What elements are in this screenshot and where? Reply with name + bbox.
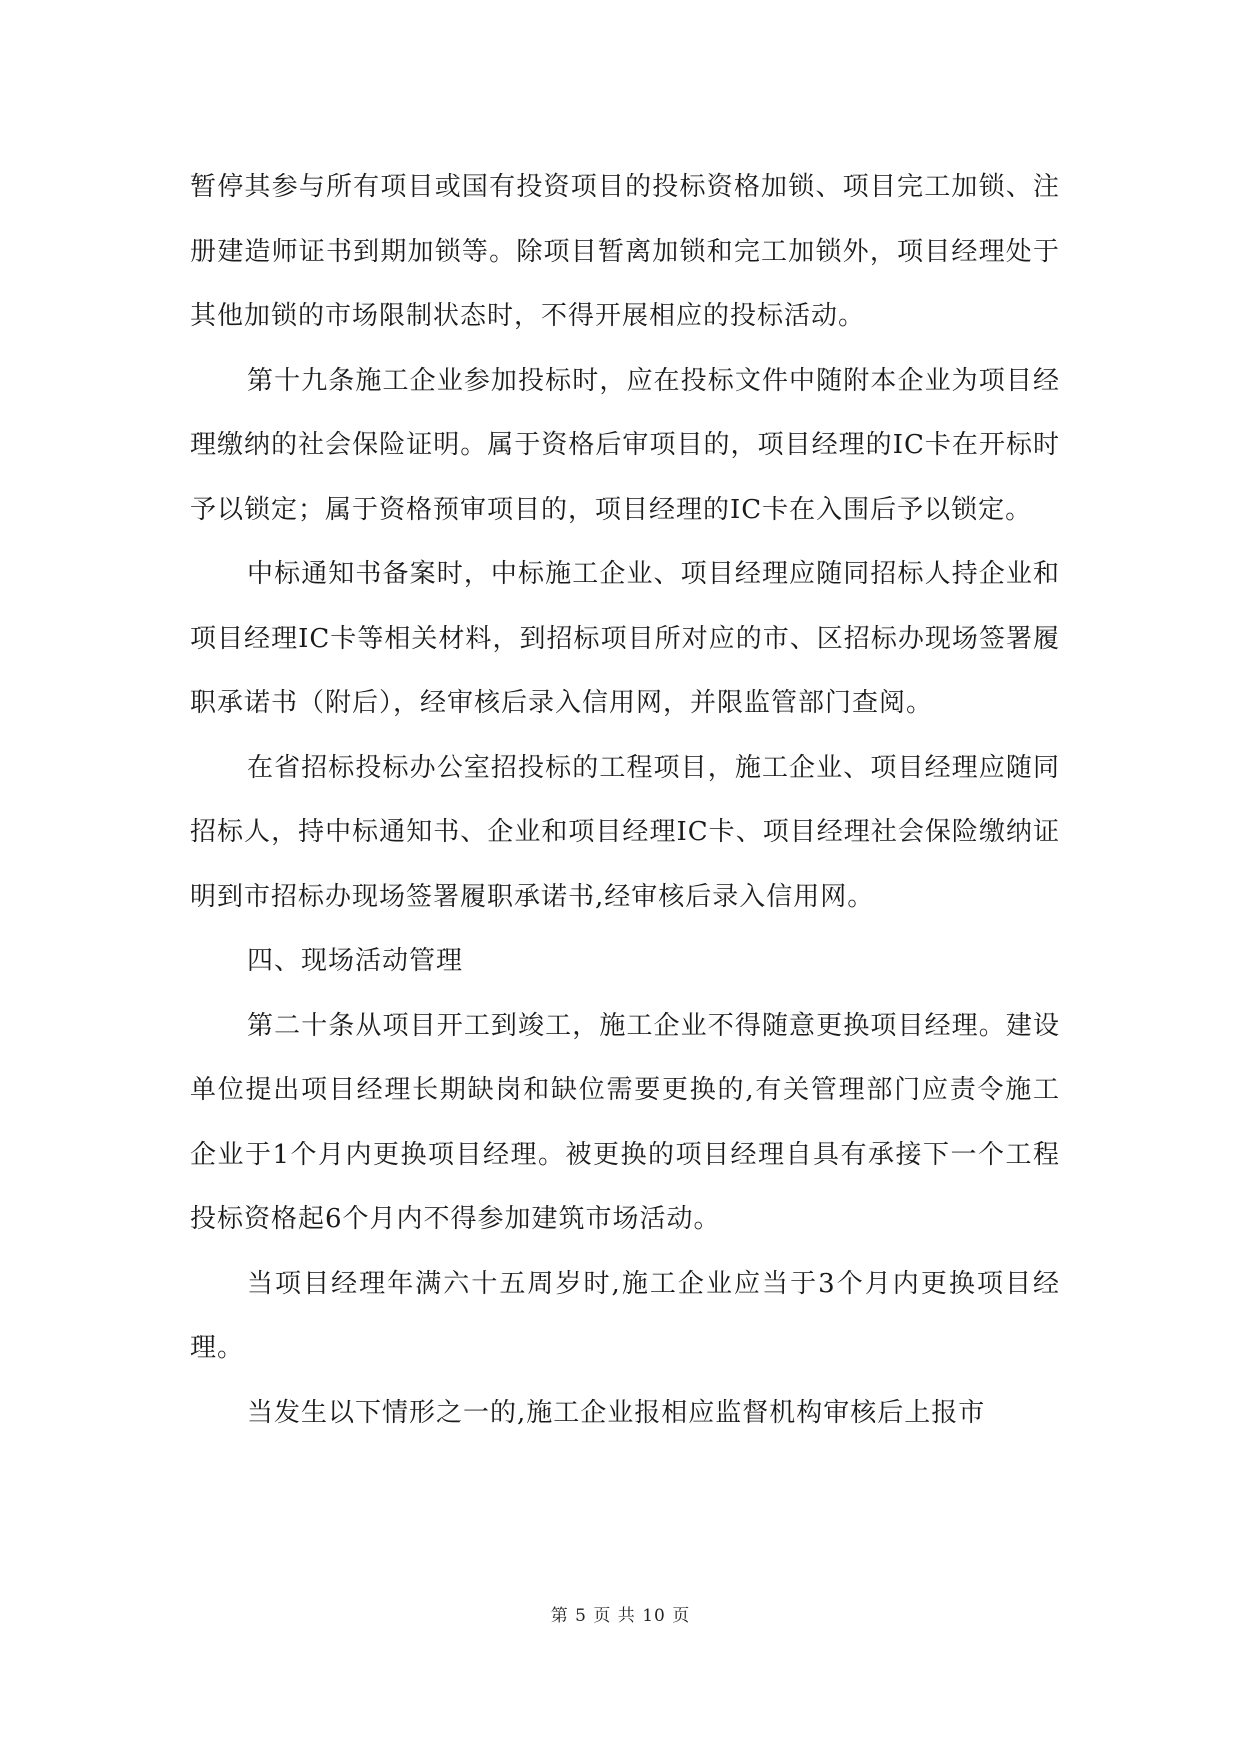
paragraph-7: 当项目经理年满六十五周岁时,施工企业应当于3个月内更换项目经理。 — [190, 1268, 1060, 1363]
section-heading: 四、现场活动管理 — [247, 946, 464, 976]
paragraph-2: 第十九条施工企业参加投标时，应在投标文件中随附本企业为项目经理缴纳的社会保险证明。属于资格后审项目的，项目经理的IC卡在开标时予以锁定；属于资格预审项目的，项目经理的IC卡在入围后予以锁定。 — [190, 365, 1060, 525]
paragraph-4: 在省招标投标办公室招投标的工程项目，施工企业、项目经理应随同招标人，持中标通知书、企业和项目经理IC卡、项目经理社会保险缴纳证明到市招标办现场签署履职承诺书,经审核后录入信用网。 — [190, 752, 1060, 912]
paragraph-8: 当发生以下情形之一的,施工企业报相应监督机构审核后上报市 — [247, 1397, 986, 1428]
document-body — [190, 155, 1060, 1445]
page-number-label: 第 5 页 共 10 页 — [550, 1606, 691, 1626]
paragraph-6: 第二十条从项目开工到竣工，施工企业不得随意更换项目经理。建设单位提出项目经理长期缺岗和缺位需要更换的,有关管理部门应责令施工企业于1个月内更换项目经理。被更换的项目经理自具有承接下一个工程投标资格起6个月内不得参加建筑市场活动。 — [190, 1010, 1060, 1234]
page-footer — [0, 1604, 1241, 1628]
paragraph-1: 暂停其参与所有项目或国有投资项目的投标资格加锁、项目完工加锁、注册建造师证书到期加锁等。除项目暂离加锁和完工加锁外，项目经理处于其他加锁的市场限制状态时，不得开展相应的投标活动。 — [190, 172, 1060, 331]
paragraph-3: 中标通知书备案时，中标施工企业、项目经理应随同招标人持企业和项目经理IC卡等相关材料，到招标项目所对应的市、区招标办现场签署履职承诺书（附后），经审核后录入信用网，并限监管部门查阅。 — [190, 559, 1060, 718]
